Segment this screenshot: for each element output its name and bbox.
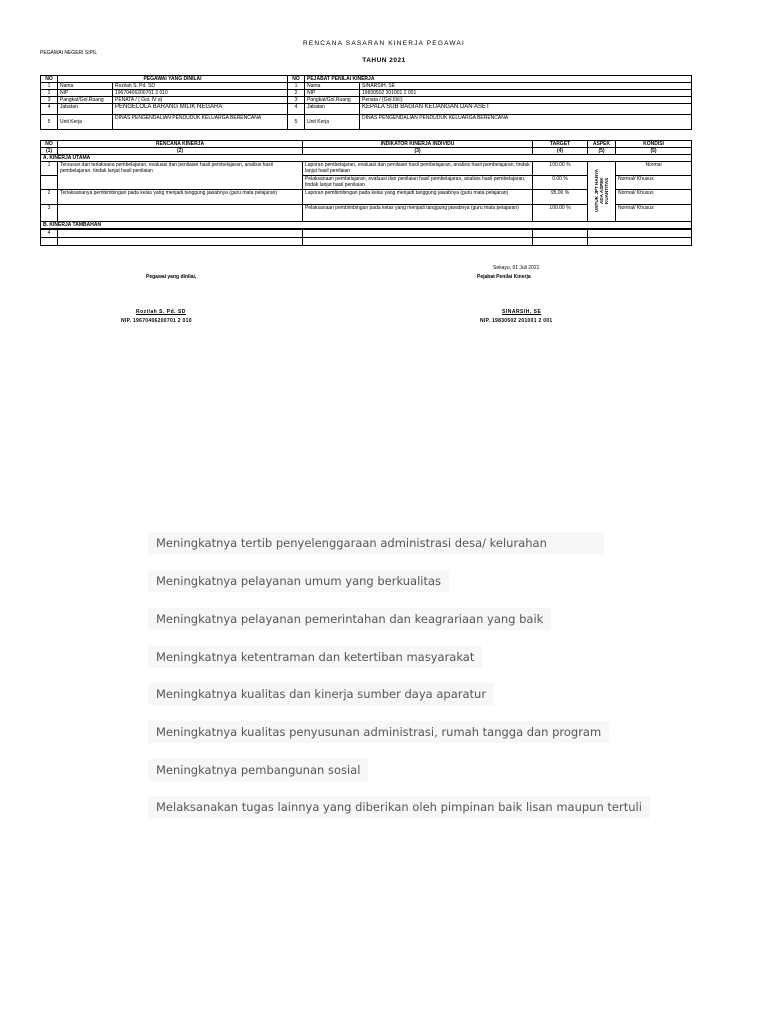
- row-no: 5: [41, 115, 58, 130]
- row-no: 2: [41, 190, 58, 205]
- row-kondisi: Normal/ Khusus: [616, 176, 692, 190]
- row-label: Unit Kerja: [58, 115, 113, 130]
- row-value: PENATA / ( Gol. IV a): [113, 97, 288, 104]
- number-3: (3): [303, 148, 533, 155]
- number-5: (5): [588, 148, 616, 155]
- document-year: TAHUN 2021: [362, 57, 406, 64]
- row-no: [41, 176, 58, 190]
- right-signer-nip: NIP. 19830502 201001 2 001: [480, 318, 553, 324]
- row-value: PENGELOLA BARANG MILIK NEGARA: [113, 104, 288, 115]
- row-target: 100.00 %: [533, 162, 588, 176]
- row-value-2: DINAS PENGENDALIAN PENDUDUK KELUARGA BERENCANA: [360, 115, 692, 130]
- list-item[interactable]: Meningkatnya ketentraman dan ketertiban masyarakat: [148, 646, 482, 668]
- row-indikator: Laporan pembelajaran, evaluasi dan penilaian hasil pembelajaran, analisis hasil pembelajaran, tindak lanjut hasil penilaian: [303, 162, 533, 176]
- org-label: PEGAWAI NEGERI SIPIL: [40, 50, 98, 56]
- row-value-2: Penata / (Gol.III/c): [360, 97, 692, 104]
- row-indikator: Pelaksanaan pembimbingan pada kelas yang menjadi tanggung jawabnya (guru mata pelajaran): [303, 205, 533, 222]
- row-kondisi: [588, 229, 692, 237]
- row-value: DINAS PENGENDALIAN PENDUDUK KELUARGA BERENCANA: [113, 115, 288, 130]
- col-no-2: NO: [288, 76, 305, 83]
- row-no: 4: [41, 104, 58, 115]
- identity-row: [41, 90, 692, 97]
- table-row: [41, 229, 692, 237]
- row-rencana: Tersusun dan terlaksana pembelajaran, evaluasi dan penilaian hasil pembelajaran, analisis hasil pembelajaran, tindak lanjut hasil penilaian: [58, 162, 303, 190]
- row-value-2: 19830502 201001 2 001: [360, 90, 692, 97]
- row-indikator: [303, 229, 533, 237]
- row-kondisi: Normal/ Khusus: [616, 205, 692, 222]
- identity-row: [41, 97, 692, 104]
- row-no: 2: [41, 90, 58, 97]
- row-no-2: 1: [288, 83, 305, 90]
- number-4: (4): [533, 148, 588, 155]
- left-role: Pegawai yang dinilai,: [146, 274, 197, 280]
- header-indikator: INDIKATOR KINERJA INDIVIDU: [303, 141, 533, 148]
- right-signer-name: SINARSIH, SE: [502, 309, 542, 315]
- row-indikator: Pelaksanaan pembelajaran, evaluasi dan penilaian hasil pembelajaran, analisis hasil pembelajaran, tindak lanjut hasil penilaian: [303, 176, 533, 190]
- row-no: 3: [41, 97, 58, 104]
- right-role: Pejabat Penilai Kinerja: [477, 274, 531, 280]
- aspek-note: UNTUK JPT HANYA ADA ASPEK KUANTITAS: [594, 169, 609, 212]
- pejabat-header: PEJABAT PENILAI KINERJA: [305, 76, 692, 83]
- row-no: 1: [41, 83, 58, 90]
- row-no-2: 3: [288, 97, 305, 104]
- row-no-2: 2: [288, 90, 305, 97]
- row-label: Pangkat/Gol.Ruang: [58, 97, 113, 104]
- row-kondisi: Normal/ Khusus: [616, 190, 692, 205]
- number-1: (1): [41, 148, 58, 155]
- row-label-2: Jabatan: [305, 104, 360, 115]
- row-no: 4: [41, 229, 58, 237]
- row-rencana: [58, 229, 303, 237]
- document-title: RENCANA SASARAN KINERJA PEGAWAI: [302, 40, 466, 47]
- list-item[interactable]: Meningkatnya tertib penyelenggaraan administrasi desa/ kelurahan: [148, 532, 604, 554]
- identity-row: [41, 115, 692, 130]
- place-date: Sekayu, 01 Juli 2021: [493, 265, 540, 271]
- row-label: Nama: [58, 83, 113, 90]
- row-label: NIP: [58, 90, 113, 97]
- header-target: TARGET: [533, 141, 588, 148]
- row-value-2: SINARSIH, SE: [360, 83, 692, 90]
- list-item[interactable]: Meningkatnya kualitas penyusunan administrasi, rumah tangga dan program: [148, 721, 609, 743]
- row-rencana: Terlaksananya pembimbingan pada kelas yang menjadi tanggung jawabnya (guru mata pelajaran): [58, 190, 303, 205]
- row-target: 95.00 %: [533, 190, 588, 205]
- header-no: NO: [41, 141, 58, 148]
- row-indikator: Laporan pembimbingan pada kelas yang menjadi tanggung jawabnya (guru mata pelajaran): [303, 190, 533, 205]
- row-kondisi: [588, 237, 692, 245]
- pegawai-header: PEGAWAI YANG DINILAI: [58, 76, 288, 83]
- row-value: Rozilah S. Pd. SD: [113, 83, 288, 90]
- list-item[interactable]: Meningkatnya pembangunan sosial: [148, 759, 368, 781]
- row-target: 0.00 %: [533, 176, 588, 190]
- header-aspek: ASPEK: [588, 141, 616, 148]
- section-a-label: A. KINERJA UTAMA: [41, 155, 692, 162]
- identity-table: [40, 75, 692, 130]
- header-kondisi: KONDISI: [616, 141, 692, 148]
- left-signer-nip: NIP. 19670406200701 2 010: [121, 318, 192, 324]
- col-no: NO: [41, 76, 58, 83]
- list-item[interactable]: Meningkatnya pelayanan umum yang berkualitas: [148, 570, 449, 592]
- row-target: 100.00 %: [533, 205, 588, 222]
- row-indikator: [303, 237, 533, 245]
- row-label-2: NIP: [305, 90, 360, 97]
- aspek-cell: [588, 162, 616, 222]
- row-label-2: Unit Kerja: [305, 115, 360, 130]
- row-no: [41, 237, 58, 245]
- section-b-label: B. KINERJA TAMBAHAN: [41, 222, 692, 230]
- row-value: 19670406200701 2 010: [113, 90, 288, 97]
- identity-row: [41, 83, 692, 90]
- row-no-2: 4: [288, 104, 305, 115]
- row-value-2: KEPALA SUB BAGIAN KEUANGAN DAN ASET: [360, 104, 692, 115]
- header-rencana: RENCANA KINERJA: [58, 141, 303, 148]
- number-2: (2): [58, 148, 303, 155]
- row-rencana: [58, 205, 303, 222]
- row-no: 3: [41, 205, 58, 222]
- row-rencana: [58, 237, 303, 245]
- list-item[interactable]: Meningkatnya pelayanan pemerintahan dan keagrariaan yang baik: [148, 608, 551, 630]
- performance-table: [40, 140, 692, 246]
- table-row: [41, 162, 692, 176]
- identity-row: [41, 104, 692, 115]
- row-label-2: Nama: [305, 83, 360, 90]
- list-item[interactable]: Melaksanakan tugas lainnya yang diberikan oleh pimpinan baik lisan maupun tertuli: [148, 796, 650, 818]
- row-kondisi: Normal: [616, 162, 692, 176]
- list-item[interactable]: Meningkatnya kualitas dan kinerja sumber daya aparatur: [148, 683, 494, 705]
- left-signer-name: Rozilah S. Pd. SD: [136, 309, 186, 315]
- table-row: [41, 237, 692, 245]
- row-label: Jabatan: [58, 104, 113, 115]
- row-target: [533, 237, 588, 245]
- row-target: [533, 229, 588, 237]
- row-label-2: Pangkat/Gol.Ruang: [305, 97, 360, 104]
- row-no: 1: [41, 162, 58, 176]
- number-6: (5): [616, 148, 692, 155]
- row-no-2: 5: [288, 115, 305, 130]
